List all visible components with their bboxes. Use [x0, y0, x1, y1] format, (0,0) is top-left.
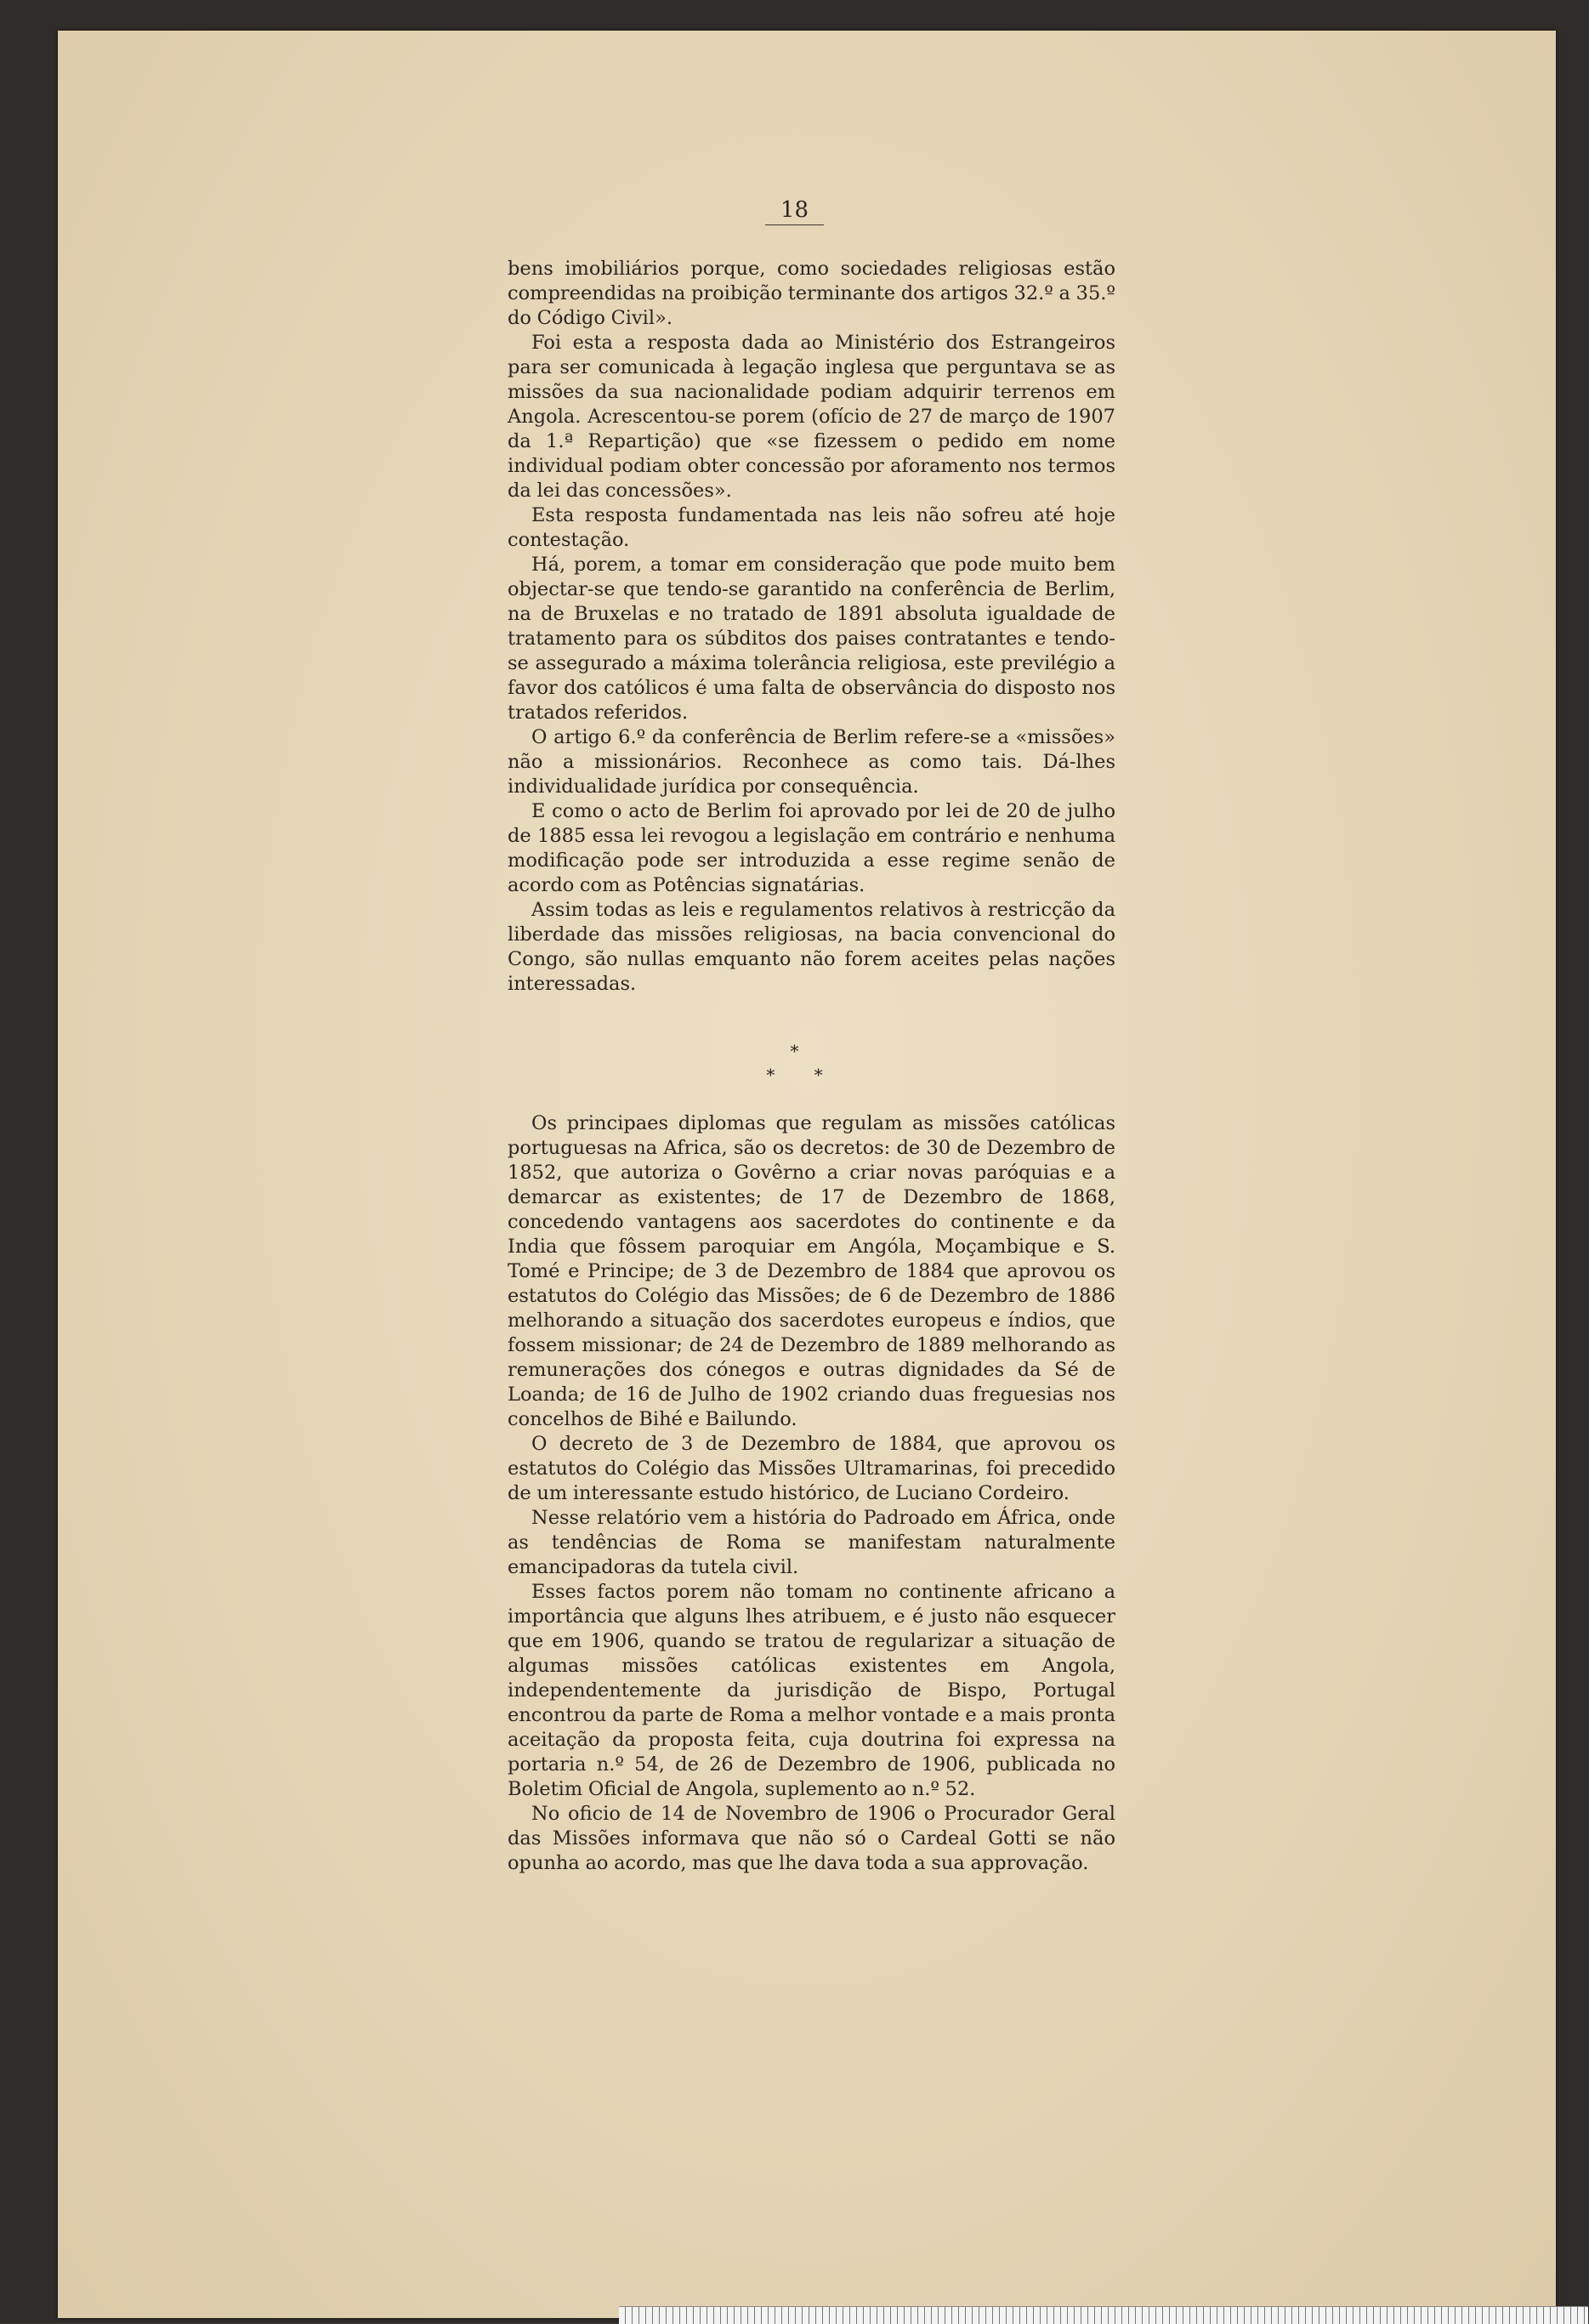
page-number-text: 18 — [765, 197, 824, 225]
section-2 — [508, 1111, 1115, 1876]
paragraph: bens imobiliários porque, como sociedades religiosas estão compreendidas na proibição terminante dos artigos 32.º a 35.º do Código Civil». — [508, 258, 1115, 329]
section-1 — [508, 257, 1115, 997]
scale-ruler — [619, 2306, 1588, 2324]
paragraph: O artigo 6.º da conferência de Berlim refere-se a «missões» não a missionários. Reconhece as como tais. Dá-lhes individualidade jurídica por consequência. — [508, 726, 1115, 798]
page-number — [0, 197, 1589, 225]
paragraph: Há, porem, a tomar em consideração que pode muito bem objectar-se que tendo-se garantido na conferência de Berlim, na de Bruxelas e no tratado de 1891 absoluta igualdade de tratamento para os súbditos dos paises contratantes e tendo-se assegurado a máxima tolerância religiosa, este previlégio a favor dos católicos é uma falta de observância do disposto nos tratados referidos. — [508, 554, 1115, 724]
paragraph: E como o acto de Berlim foi aprovado por lei de 20 de julho de 1885 essa lei revogou a legislação em contrário e nenhuma modificação pode ser introduzida a esse regime senão de acordo com as Potências signatárias. — [508, 800, 1115, 896]
paragraph: Esta resposta fundamentada nas leis não sofreu até hoje contestação. — [508, 504, 1115, 551]
paragraph: No oficio de 14 de Novembro de 1906 o Procurador Geral das Missões informava que não só o Cardeal Gotti se não opunha ao acordo, mas que lhe dava toda a sua approvação. — [508, 1803, 1115, 1874]
asterism-bottom: * * — [766, 1065, 823, 1085]
asterism-top: * — [790, 1041, 799, 1061]
paragraph: Esses factos porem não tomam no continente africano a importância que alguns lhes atribuem, e é justo não esquecer que em 1906, quando se tratou de regularizar a situação de algumas missões católicas existentes em Angola, independentemente da jurisdição de Bispo, Portugal encontrou da parte de Roma a melhor vontade e a mais pronta aceitação da proposta feita, cuja doutrina foi expressa na portaria n.º 54, de 26 de Dezembro de 1906, publicada no Boletim Oficial de Angola, suplemento ao n.º 52. — [508, 1581, 1115, 1800]
paragraph: Foi esta a resposta dada ao Ministério dos Estrangeiros para ser comunicada à legação inglesa que perguntava se as missões da sua nacionalidade podiam adquirir terrenos em Angola. Acrescentou-se porem (ofício de 27 de março de 1907 da 1.ª Repartição) que «se fizessem o pedido em nome individual podiam obter concessão por aforamento nos termos da lei das concessões». — [508, 332, 1115, 502]
paragraph: Nesse relatório vem a história do Padroado em África, onde as tendências de Roma se manifestam naturalmente emancipadoras da tutela civil. — [508, 1507, 1115, 1578]
paragraph: Os principaes diplomas que regulam as missões católicas portuguesas na Africa, são os decretos: de 30 de Dezembro de 1852, que autoriza o Govêrno a criar novas paróquias e a demarcar as existentes; de 17 de Dezembro de 1868, concedendo vantagens aos sacerdotes do continente e da India que fôssem paroquiar em Angóla, Moçambique e S. Tomé e Principe; de 3 de Dezembro de 1884 que aprovou os estatutos do Colégio das Missões; de 6 de Dezembro de 1886 melhorando a situação dos sacerdotes europeus e índios, que fossem missionar; de 24 de Dezembro de 1889 melhorando as remunerações dos cónegos e outras dignidades da Sé de Loanda; de 16 de Julho de 1902 criando duas freguesias nos concelhos de Bihé e Bailundo. — [508, 1112, 1115, 1430]
paragraph: O decreto de 3 de Dezembro de 1884, que aprovou os estatutos do Colégio das Missões Ultramarinas, foi precedido de um interessante estudo histórico, de Luciano Cordeiro. — [508, 1433, 1115, 1504]
paragraph: Assim todas as leis e regulamentos relativos à restricção da liberdade das missões religiosas, na bacia convencional do Congo, são nullas emquanto não forem aceites pelas nações interessadas. — [508, 899, 1115, 995]
